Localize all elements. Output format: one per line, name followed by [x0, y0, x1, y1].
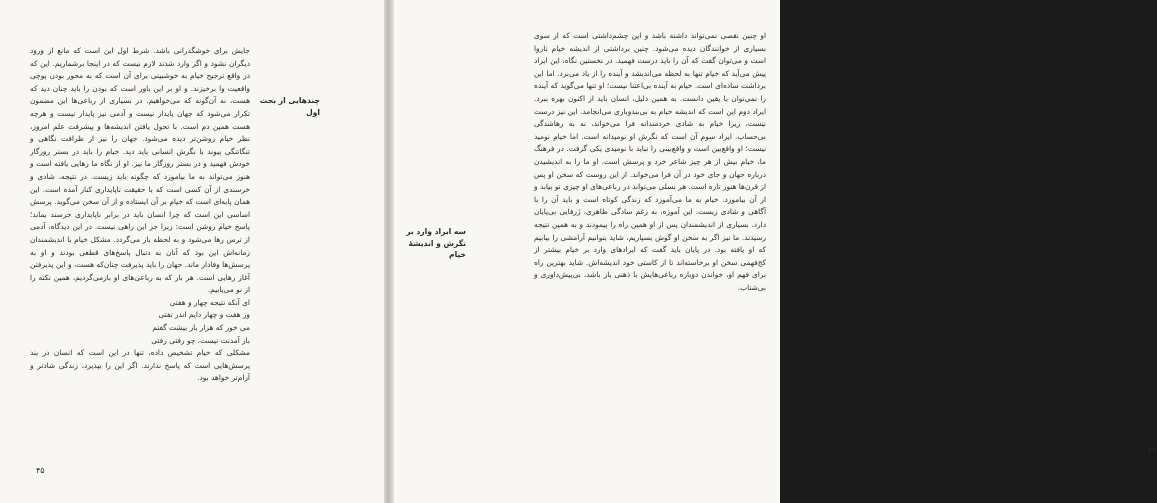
right-paragraph: او چنین نقصی نمی‌تواند داشته باشد و این چشم‌داشتی است که از سوی بسیاری از خوانندگان دیده می‌شود. چنین برداشتی از اندیشه خیام ناروا است و می‌توان گفت که آن را باید درست فهمید. در نخستین نگاه، این ایراد پیش می‌آید که خیام تنها به لحظه می‌اندیشد و آینده را از یاد می‌برد. اما این برداشت ساده‌ای است. خیام به آینده بی‌اعتنا نیست؛ او تنها می‌گوید که آینده را نمی‌توان با یقین دانست. به همین دلیل، انسان باید از اکنون بهره ببرد. ایراد دوم این است که اندیشه خیام به بی‌بندوباری می‌انجامد. این نیز درست نیست، زیرا خیام به شادی خردمندانه فرا می‌خواند، نه به رهاشدگی بی‌حساب. ایراد سوم آن است که نگرش او نومیدانه است. اما خیام نومید نیست؛ او واقع‌بین است و واقع‌بینی را نباید با نومیدی یکی گرفت. در فرهنگ ما، خیام بیش از هر چیز شاعر خرد و پرسش است. او ما را به اندیشیدن درباره جهان و جای خود در آن فرا می‌خواند. از این روست که سخن او پس از قرن‌ها هنوز تازه است. هر نسلی می‌تواند در رباعی‌های او چیزی نو بیابد و از آن بیاموزد. خیام به ما می‌آموزد که زندگی کوتاه است و باید آن را با آگاهی و شادی زیست. این آموزه، به رغم سادگی ظاهری، ژرفایی بی‌پایان دارد. بسیاری از اندیشمندان پس از او همین راه را پیمودند و به همین نتیجه رسیدند. ما نیز اگر به سخن او گوش بسپاریم، شاید بتوانیم آرامشی را بیابیم که او یافته بود. در پایان باید گفت که ایرادهای وارد بر خیام بیشتر از کج‌فهمی سخن او برخاسته‌اند تا از کاستی خود اندیشه‌اش. شاید بهترین راه برای فهم او، خواندن دوباره رباعی‌هایش با ذهنی باز باشد، بی‌پیش‌داوری و بی‌شتاب. — [534, 31, 766, 292]
left-side-heading: چندهایی از بحث اول — [259, 96, 320, 117]
quote-line-3: می خور که هزار بار بیشت گفتم — [152, 323, 250, 333]
left-paragraph: جایش برای خوشگذرانی باشد. شرط اول این است که مانع از ورود دیگران نشود و اگر وارد شدند لازم نیست که در اینجا برشماریم. این که در واقع ترجیح خیام به خوشبینی برای آن است که به محور بودن پوچی واقعیت وا برخیزند. و او بر این باور است که بودن را باید چنان دید که هست، نه آن‌گونه که می‌خواهیم. در بسیاری از رباعی‌ها این مضمون تکرار می‌شود که جهان پایدار نیست و آدمی نیز پایدار نیست و هرچه هست همین دم است. با تحول یافتن اندیشه‌ها و پیشرفت علم امروز، نظر خیام روشن‌تر دیده می‌شود. جهان را نیز از ظرافت نگاهی و تنگاتنگی پیوند با نگرش انسانی باید دید. خیام را باید در بستر روزگار خودش فهمید و در بستر روزگار ما نیز. او از نگاه ما رهایی یافته است و هنوز می‌تواند به ما بیاموزد که چگونه باید زیست. در نتیجه، شادی و خرسندی از آن کسی است که با حقیقت ناپایداری کنار آمده است. این همان پایه‌ای است که خیام بر آن ایستاده و از آن سخن می‌گوید. پرسش اساسی این است که چرا انسان باید در برابر ناپایداری خرسند بماند؛ پاسخ خیام روشن است: زیرا جز این راهی نیست. در این دیدگاه، آدمی از ترس رها می‌شود و به لحظه باز می‌گردد. مشکل خیام با اندیشمندان زمانه‌اش این بود که آنان به دنبال پاسخ‌های قطعی بودند و او به پرسش‌ها وفادار ماند. جهان را باید پذیرفت چنان‌که هست، و این پذیرفتن آغاز رهایی است. هر بار که به رباعی‌های او بازمی‌گردیم، همین نکته را از نو می‌یابیم. — [30, 46, 250, 295]
left-page — [0, 0, 384, 503]
left-closing: مشکلی که خیام تشخیص داده، تنها در این است که انسان در بند پرسش‌هایی است که پاسخ ندارند. اگر این را بپذیرد، زندگی شادتر و آرام‌تر خواهد بود. — [30, 348, 250, 383]
quote-line-2: وز هفت و چهار دایم اندر تفتی — [158, 310, 250, 320]
left-body-text — [30, 45, 250, 385]
book-gutter — [384, 0, 394, 503]
right-page-number: ۴۶ — [1148, 446, 1157, 455]
right-side-heading: سه ابراد وارد بر نگرش و اندیشهٔ خیام — [406, 227, 466, 259]
right-body-text — [534, 30, 766, 294]
right-page — [394, 0, 1157, 503]
quote-line-1: ای آنکه نتیجه چهار و هفتی — [169, 297, 250, 307]
left-page-number: ۴۵ — [36, 466, 45, 475]
quote-line-4: باز آمدنت نیست، چو رفتی رفتی — [151, 335, 250, 345]
